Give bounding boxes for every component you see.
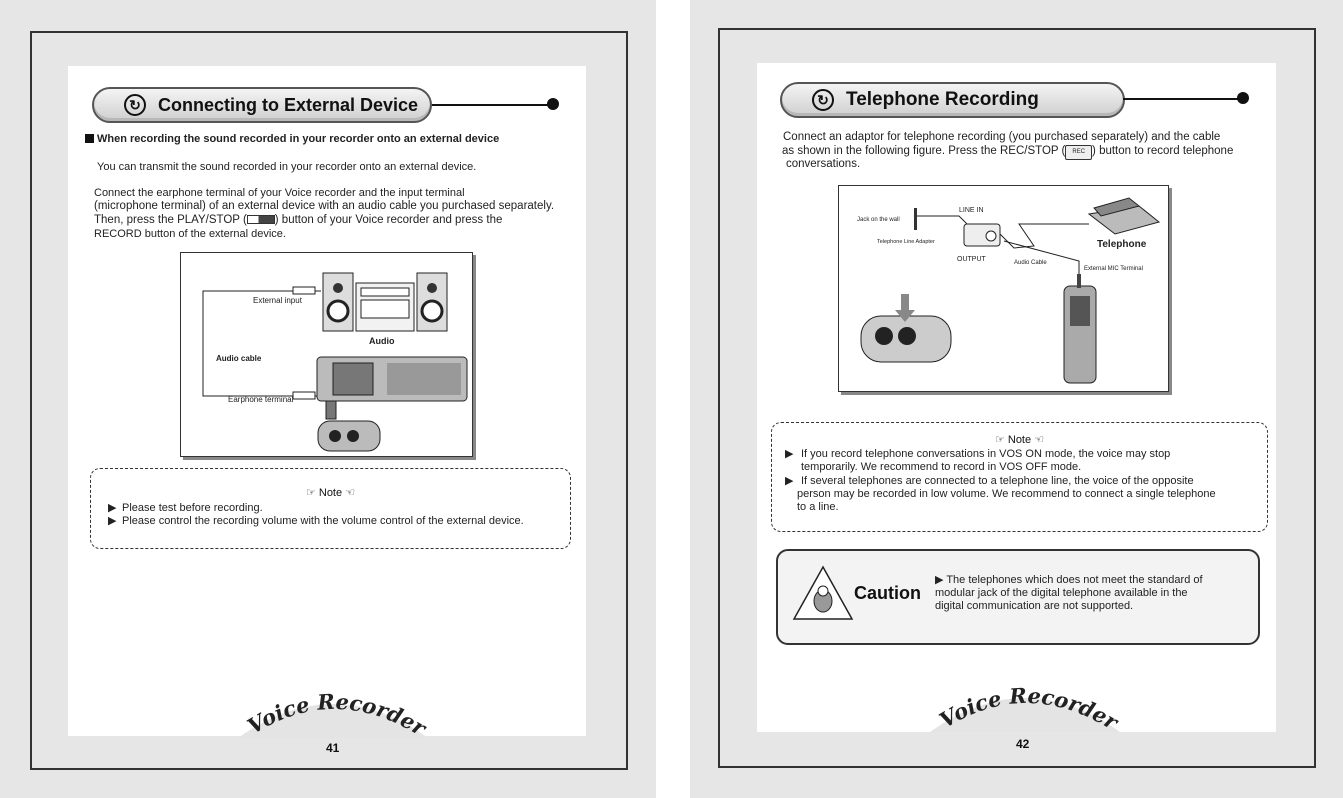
caution-line: ▶ The telephones which does not meet the standard of <box>935 574 1203 586</box>
body-line-4: RECORD button of the external device. <box>94 228 286 240</box>
earphone-terminal-label: Earphone terminal <box>228 395 294 404</box>
note-header: ☞ Note ☜ <box>994 434 1045 446</box>
title-rule <box>1123 98 1243 100</box>
telephone-line-adapter-label: Telephone Line Adapter <box>877 239 935 245</box>
caution-line: digital communication are not supported. <box>935 600 1134 612</box>
line-in-label: LINE IN <box>959 207 984 214</box>
connection-figure <box>180 252 473 457</box>
note-box: ☞ Note ☜ ▶ Please test before recording. ▶ Please control the recording volume with the volume control of the external device. <box>90 468 571 549</box>
page-number: 41 <box>326 741 340 755</box>
triangle-bullet-icon: ▶ <box>935 574 944 586</box>
body-line-2: as shown in the following figure. Press the REC/STOP ( REC ) button to record telephone <box>782 145 1233 160</box>
right-page <box>690 0 1343 798</box>
external-input-label: External input <box>253 296 302 305</box>
body-line-1: Connect the earphone terminal of your Voice recorder and the input terminal <box>94 187 465 199</box>
title-rule-dot <box>547 98 559 110</box>
square-bullet-icon <box>85 134 94 143</box>
audio-label: Audio <box>369 336 395 346</box>
voice-recorder-logo <box>228 680 438 740</box>
note-box: ☞ Note ☜ ▶ If you record telephone conversations in VOS ON mode, the voice may stop temporarily. We recommend to record in VOS OFF mode. ▶ If several telephones are connected to a telephone line, the voice of the opposite person may be recorded in low volume. We recommend to connect a single telephone to a line. <box>771 422 1268 532</box>
pointing-hand-icon: ☞ <box>305 487 316 499</box>
page-number: 42 <box>1016 737 1030 751</box>
intro-text: You can transmit the sound recorded in your recorder onto an external device. <box>97 161 477 173</box>
body-line-3: Then, press the PLAY/STOP ( ) button of your Voice recorder and press the <box>94 214 503 226</box>
subheading: When recording the sound recorded in your recorder onto an external device <box>85 133 499 146</box>
caution-box <box>776 549 1260 645</box>
footer-brand: Voice Recorder <box>934 682 1123 734</box>
body-line-2: (microphone terminal) of an external device with an audio cable you purchased separately. <box>94 200 555 212</box>
note-header: ☞ Note ☜ <box>305 487 356 499</box>
pointing-hand-icon: ☜ <box>1034 434 1045 446</box>
telephone-label: Telephone <box>1097 239 1147 250</box>
telephone-figure <box>838 185 1169 392</box>
output-label: OUTPUT <box>957 256 986 263</box>
body-line-3: conversations. <box>786 158 861 170</box>
caution-label: Caution <box>854 583 921 603</box>
triangle-bullet-icon: ▶ <box>108 502 117 514</box>
triangle-bullet-icon: ▶ <box>108 515 117 527</box>
recycle-icon: ↻ <box>124 94 146 116</box>
audio-cable-label: Audio cable <box>216 354 262 363</box>
rec-button-icon: REC <box>1065 145 1092 160</box>
audio-cable-label: Audio Cable <box>1014 260 1047 266</box>
voice-recorder-logo <box>920 674 1130 734</box>
triangle-bullet-icon: ▶ <box>785 448 794 460</box>
section-title-pill <box>92 87 432 123</box>
footer-brand: Voice Recorder <box>242 688 431 740</box>
recycle-icon: ↻ <box>812 89 834 111</box>
jack-on-wall-label: Jack on the wall <box>857 217 900 223</box>
left-page <box>0 0 656 798</box>
caution-line: modular jack of the digital telephone available in the <box>935 587 1188 599</box>
play-stop-button-icon <box>247 215 275 224</box>
body-line-1: Connect an adaptor for telephone recording (you purchased separately) and the cable <box>783 131 1221 143</box>
section-title: Telephone Recording <box>846 89 1039 110</box>
pointing-hand-icon: ☜ <box>345 487 356 499</box>
external-mic-terminal-label: External MIC Terminal <box>1084 266 1143 272</box>
title-rule-dot <box>1237 92 1249 104</box>
section-title-pill <box>780 82 1125 118</box>
warning-hand-icon <box>792 565 854 621</box>
title-rule <box>432 104 552 106</box>
section-title: Connecting to External Device <box>158 94 419 115</box>
triangle-bullet-icon: ▶ <box>785 475 794 487</box>
pointing-hand-icon: ☞ <box>994 434 1005 446</box>
